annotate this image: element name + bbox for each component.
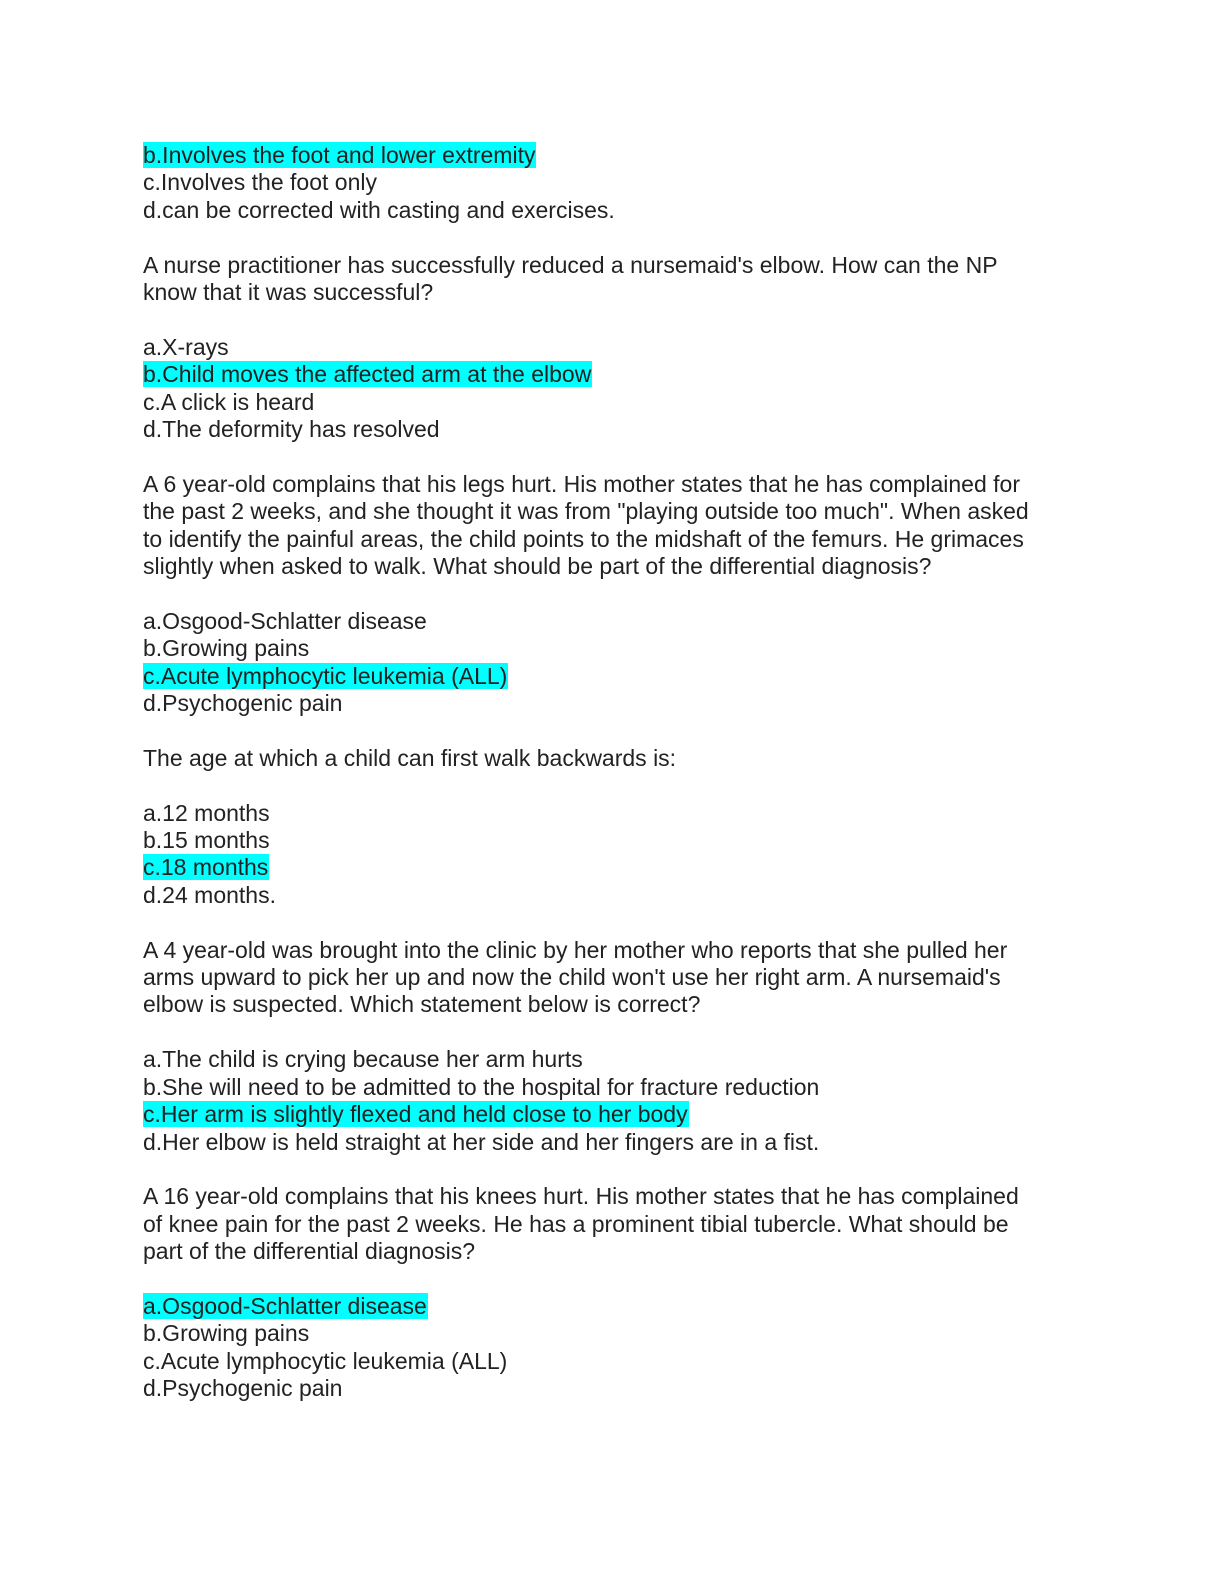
question-block bbox=[143, 252, 1103, 444]
answer-option: d.24 months. bbox=[143, 881, 276, 908]
answer-option: c.Acute lymphocytic leukemia (ALL) bbox=[143, 1347, 508, 1374]
answer-option: d.Her elbow is held straight at her side and her fingers are in a fist. bbox=[143, 1128, 820, 1155]
answer-option: d.Psychogenic pain bbox=[143, 1375, 343, 1402]
answer-option: a.The child is crying because her arm hurts bbox=[143, 1046, 583, 1073]
question-block bbox=[143, 937, 1103, 1156]
blank-line bbox=[143, 1156, 1103, 1183]
question-block bbox=[143, 745, 1103, 909]
question-text: A nurse practitioner has successfully reduced a nursemaid's elbow. How can the NP know that it was successful? bbox=[143, 251, 998, 306]
answer-option: c.A click is heard bbox=[143, 388, 315, 415]
question-text: The age at which a child can first walk backwards is: bbox=[143, 744, 677, 771]
answer-option: b.Growing pains bbox=[143, 1320, 310, 1347]
answer-option: b.15 months bbox=[143, 827, 270, 854]
blank-line bbox=[143, 580, 1103, 607]
blank-line bbox=[143, 772, 1103, 799]
question-text: A 4 year-old was brought into the clinic by her mother who reports that she pulled her arms upward to pick her up and now the child won't use her right arm. A nursemaid's elbow is suspected. Which statement below is correct? bbox=[143, 936, 1008, 1018]
answer-option: b.She will need to be admitted to the hospital for fracture reduction bbox=[143, 1073, 820, 1100]
options-list bbox=[143, 142, 1103, 224]
blank-line bbox=[143, 909, 1103, 936]
question-text: A 16 year-old complains that his knees hurt. His mother states that he has complained of knee pain for the past 2 weeks. He has a prominent tibial tubercle. What should be part of the differential diagnosis? bbox=[143, 1183, 1019, 1265]
question-text: A 6 year-old complains that his legs hurt. His mother states that he has complained for the past 2 weeks, and she thought it was from "playing outside too much". When asked to identify the painful areas, the child points to the midshaft of the femurs. He grimaces slightly when asked to walk. What should be part of the differential diagnosis? bbox=[143, 470, 1029, 580]
highlighted-answer: c.18 months bbox=[143, 854, 269, 881]
answer-option: d.The deformity has resolved bbox=[143, 416, 440, 443]
blank-line bbox=[143, 1019, 1103, 1046]
options-list bbox=[143, 1046, 1103, 1156]
blank-line bbox=[143, 443, 1103, 470]
highlighted-answer: b.Involves the foot and lower extremity bbox=[143, 142, 536, 168]
document-page bbox=[143, 142, 1103, 1403]
options-list bbox=[143, 608, 1103, 718]
answer-option: a.Osgood-Schlatter disease bbox=[143, 607, 427, 634]
options-list bbox=[143, 800, 1103, 910]
highlighted-answer: c.Acute lymphocytic leukemia (ALL) bbox=[143, 662, 508, 689]
options-list bbox=[143, 334, 1103, 444]
answer-option bbox=[143, 854, 1103, 881]
answer-option: d.can be corrected with casting and exercises. bbox=[143, 196, 615, 223]
highlighted-answer: a.Osgood-Schlatter disease bbox=[143, 1292, 427, 1319]
question-block bbox=[143, 471, 1103, 718]
highlighted-answer: b.Child moves the affected arm at the elbow bbox=[143, 361, 592, 388]
question-block bbox=[143, 142, 1103, 224]
blank-line bbox=[143, 224, 1103, 251]
answer-option bbox=[143, 663, 1103, 690]
answer-option bbox=[143, 142, 1103, 169]
answer-option bbox=[143, 1293, 1103, 1320]
blank-line bbox=[143, 306, 1103, 333]
answer-option bbox=[143, 361, 1103, 388]
blank-line bbox=[143, 1266, 1103, 1293]
options-list bbox=[143, 1293, 1103, 1403]
highlighted-answer: c.Her arm is slightly flexed and held close to her body bbox=[143, 1101, 688, 1128]
answer-option: a.X-rays bbox=[143, 333, 229, 360]
answer-option: d.Psychogenic pain bbox=[143, 690, 343, 717]
answer-option: b.Growing pains bbox=[143, 635, 310, 662]
answer-option bbox=[143, 1101, 1103, 1128]
blank-line bbox=[143, 717, 1103, 744]
answer-option: c.Involves the foot only bbox=[143, 169, 377, 196]
answer-option: a.12 months bbox=[143, 799, 270, 826]
question-block bbox=[143, 1183, 1103, 1402]
